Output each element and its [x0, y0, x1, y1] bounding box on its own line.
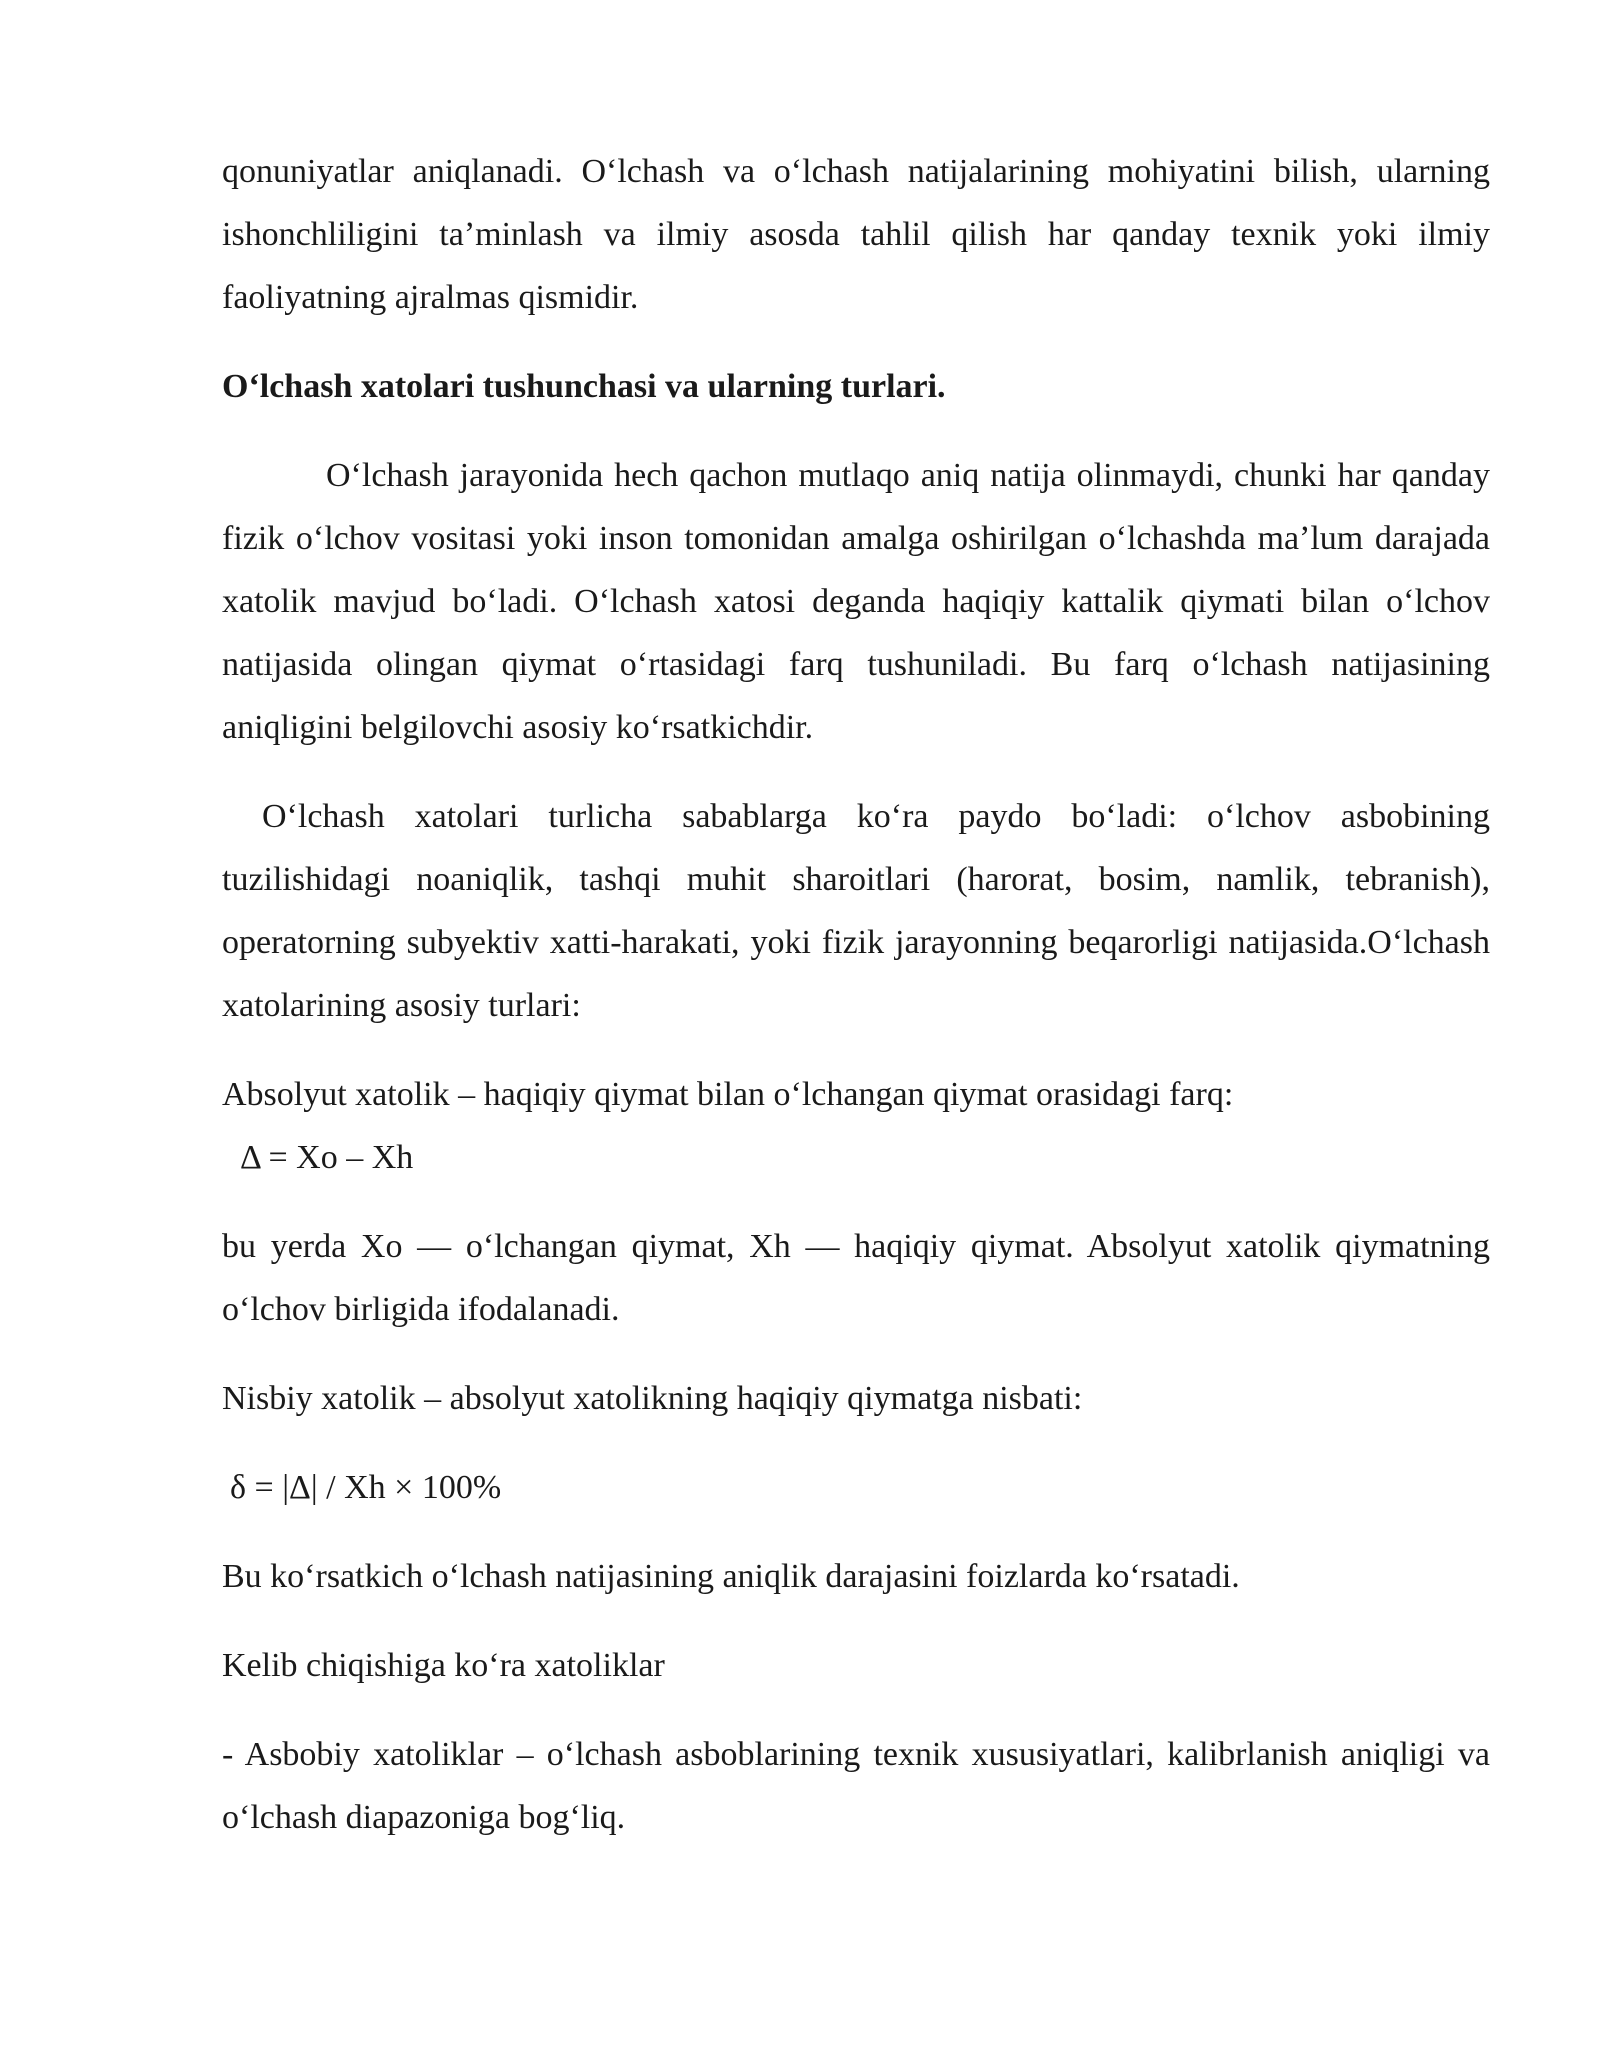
document-page: [222, 140, 1490, 1849]
paragraph-absolute-error: [222, 1063, 1490, 1189]
absolute-error-definition: Absolyut xatolik – haqiqiy qiymat bilan oʻlchangan qiymat orasidagi farq:: [222, 1076, 1234, 1113]
section-heading: Oʻlchash xatolari tushunchasi va ularning turlari.: [222, 368, 946, 405]
absolute-error-formula: Δ = Xo – Xh: [240, 1139, 414, 1176]
list-item-instrumental-errors: - Asbobiy xatoliklar – oʻlchash asboblarining texnik xususiyatlari, kalibrlanish aniqligi va oʻlchash diapazoniga bogʻliq.: [222, 1736, 1490, 1836]
paragraph-where-explanation: bu yerda Xo — oʻlchangan qiymat, Xh — haqiqiy qiymat. Absolyut xatolik qiymatning oʻlchov birligida ifodalanadi.: [222, 1228, 1490, 1328]
paragraph-error-causes: Oʻlchash xatolari turlicha sabablarga koʻra paydo boʻladi: oʻlchov asbobining tuzilishidagi noaniqlik, tashqi muhit sharoitlari (harorat, bosim, namlik, tebranish), operatorning subyektiv xatti-harakati, yoki fizik jarayonning beqarorligi natijasida.Oʻlchash xatolarining asosiy turlari:: [222, 798, 1490, 1024]
paragraph-intro-continuation: qonuniyatlar aniqlanadi. Oʻlchash va oʻlchash natijalarining mohiyatini bilish, ularning ishonchliligini taʼminlash va ilmiy asosda tahlil qilish har qanday texnik yoki ilmiy faoliyatning ajralmas qismidir.: [222, 153, 1490, 316]
relative-error-formula: δ = |Δ| / Xh × 100%: [230, 1469, 502, 1506]
paragraph-percentage-note: Bu koʻrsatkich oʻlchash natijasining aniqlik darajasini foizlarda koʻrsatadi.: [222, 1558, 1240, 1595]
paragraph-measurement-error: Oʻlchash jarayonida hech qachon mutlaqo aniq natija olinmaydi, chunki har qanday fizik oʻlchov vositasi yoki inson tomonidan amalga oshirilgan oʻlchashda maʼlum darajada xatolik mavjud boʻladi. Oʻlchash xatosi deganda haqiqiy kattalik qiymati bilan oʻlchov natijasida olingan qiymat oʻrtasidagi farq tushuniladi. Bu farq oʻlchash natijasining aniqligini belgilovchi asosiy koʻrsatkichdir.: [222, 457, 1490, 746]
paragraph-relative-error: Nisbiy xatolik – absolyut xatolikning haqiqiy qiymatga nisbati:: [222, 1380, 1083, 1417]
paragraph-origin-errors: Kelib chiqishiga koʻra xatoliklar: [222, 1647, 665, 1684]
